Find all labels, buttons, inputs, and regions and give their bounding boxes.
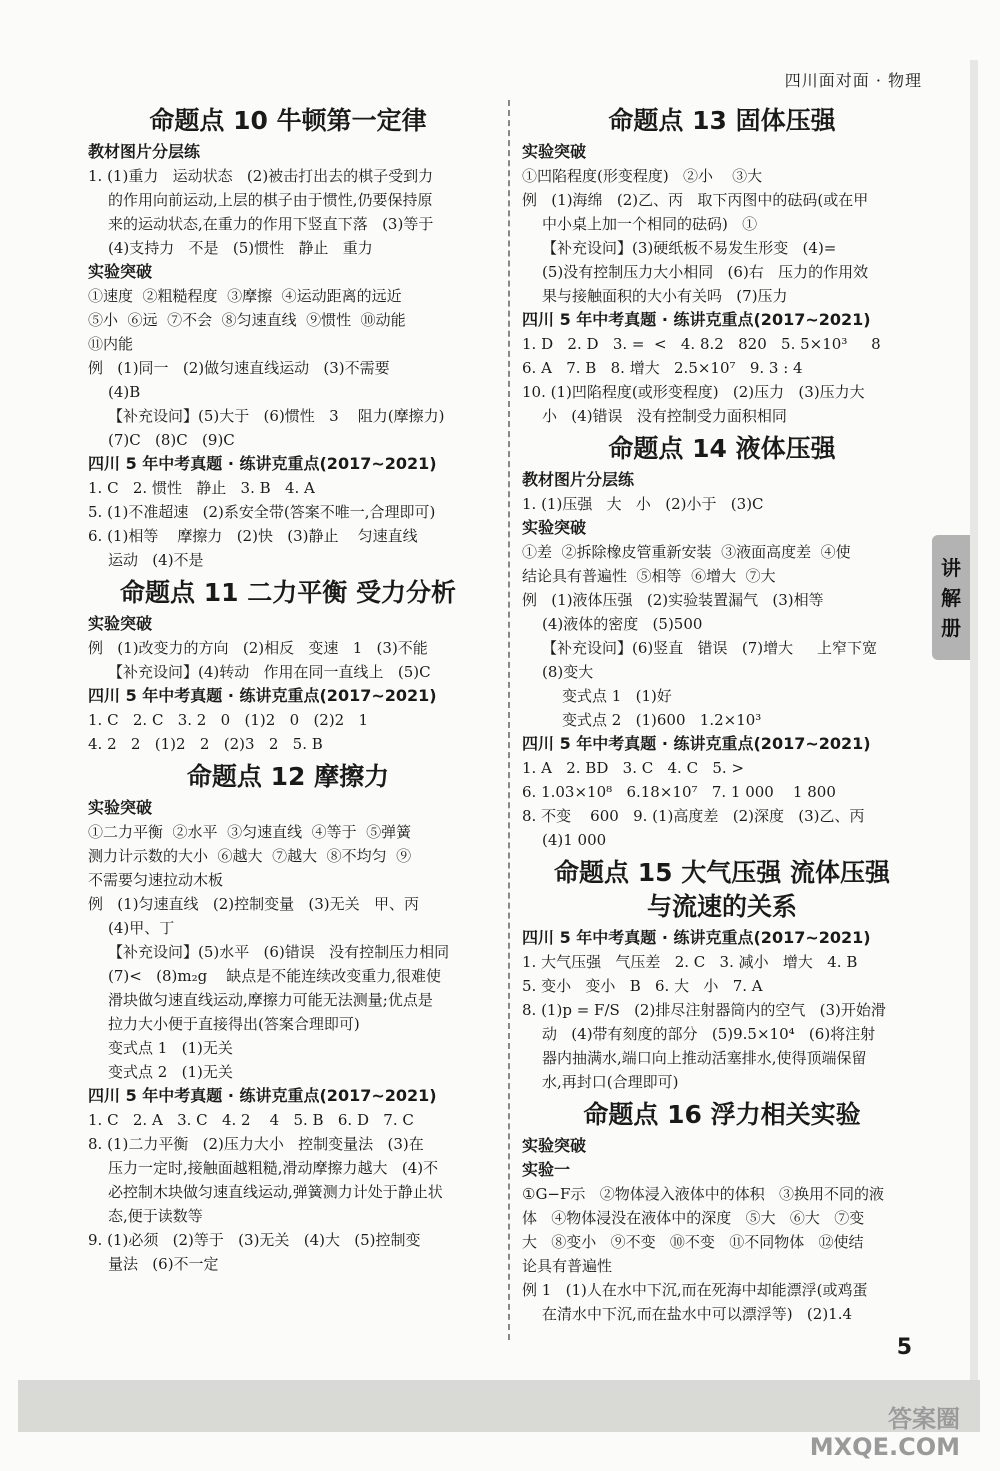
answer-line: 1. A 2. BD 3. C 4. C 5. > <box>522 759 745 777</box>
answer-line: 【补充设问】(5)大于 (6)惯性 3 阻力(摩擦力) <box>108 407 445 425</box>
answer-line: 果与接触面积的大小有关吗 (7)压力 <box>542 287 788 305</box>
section-title <box>522 100 922 140</box>
section-tab <box>932 535 970 660</box>
answer-line: 1. C 2. 惯性 静止 3. B 4. A <box>88 479 315 497</box>
answer-line: 1. D 2. D 3. = < 4. 8.2 820 5. 5×10³ 8 <box>522 335 881 353</box>
subsection-heading: 实验突破 <box>88 262 153 281</box>
answer-line: 动 (4)带有刻度的部分 (5)9.5×10⁴ (6)将注射 <box>542 1025 876 1043</box>
answer-line: 结论具有普遍性 ⑤相等 ⑥增大 ⑦大 <box>522 567 776 585</box>
section-title-text: 命题点 13 固体压强 <box>608 106 836 135</box>
answer-line: 例 1 (1)人在水中下沉,而在死海中却能漂浮(或鸡蛋 <box>522 1281 868 1299</box>
answer-line: 中小桌上加一个相同的砝码) ① <box>542 215 758 233</box>
answer-line: (8)变大 <box>542 663 594 681</box>
section-title <box>522 1094 922 1134</box>
right-column <box>522 100 922 1326</box>
answer-line: 量法 (6)不一定 <box>108 1255 219 1273</box>
answer-line: 1. (1)重力 运动状态 (2)被击打出去的棋子受到力 <box>88 167 434 185</box>
answer-line: 【补充设问】(5)水平 (6)错误 没有控制压力相同 <box>108 943 450 961</box>
answer-line: 例 (1)海绵 (2)乙、丙 取下丙图中的砝码(或在甲 <box>522 191 869 209</box>
answer-line: 例 (1)匀速直线 (2)控制变量 (3)无关 甲、丙 <box>88 895 419 913</box>
section-title-text: 命题点 16 浮力相关实验 <box>583 1100 861 1129</box>
subsection-heading: 实验突破 <box>88 614 153 633</box>
answer-line: 1. C 2. A 3. C 4. 2 4 5. B 6. D 7. C <box>88 1111 414 1129</box>
answer-line: 拉力大小便于直接得出(答案合理即可) <box>108 1015 360 1033</box>
section-tab-char: 讲 <box>941 555 961 580</box>
answer-line: 1. 大气压强 气压差 2. C 3. 减小 增大 4. B <box>522 953 858 971</box>
subsection-heading: 四川 5 年中考真题 · 练讲克重点(2017~2021) <box>88 1086 437 1105</box>
answer-line: 8. 不变 600 9. (1)高度差 (2)深度 (3)乙、丙 <box>522 807 865 825</box>
column-divider <box>508 100 510 1340</box>
answer-line: 【补充设问】(3)硬纸板不易发生形变 (4)= <box>542 239 837 257</box>
page-number: 5 <box>896 1335 912 1360</box>
answer-line: 例 (1)同一 (2)做匀速直线运动 (3)不需要 <box>88 359 390 377</box>
answer-line: 【补充设问】(6)竖直 错误 (7)增大 上窄下宽 <box>542 639 877 657</box>
subsection-heading: 教材图片分层练 <box>88 142 201 161</box>
answer-line: 6. A 7. B 8. 增大 2.5×10⁷ 9. 3 : 4 <box>522 359 803 377</box>
answer-line: 器内抽满水,端口向上推动活塞排水,使得顶端保留 <box>542 1049 867 1067</box>
answer-line: 10. (1)凹陷程度(或形变程度) (2)压力 (3)压力大 <box>522 383 865 401</box>
section-title-text: 命题点 15 大气压强 流体压强 <box>554 858 890 887</box>
section-title <box>88 572 488 612</box>
answer-line: 运动 (4)不是 <box>108 551 204 569</box>
section-title-text: 命题点 12 摩擦力 <box>186 762 390 791</box>
answer-line: 变式点 2 (1)无关 <box>108 1063 233 1081</box>
answer-line: 【补充设问】(4)转动 作用在同一直线上 (5)C <box>108 663 431 681</box>
answer-line: 8. (1)p = F/S (2)排尽注射器筒内的空气 (3)开始滑 <box>522 1001 886 1019</box>
answer-line: 变式点 2 (1)600 1.2×10³ <box>562 711 762 729</box>
answer-line: ①速度 ②粗糙程度 ③摩擦 ④运动距离的远近 <box>88 287 402 305</box>
answer-line: 态,便于读数等 <box>108 1207 203 1225</box>
subsection-heading: 四川 5 年中考真题 · 练讲克重点(2017~2021) <box>88 454 437 473</box>
answer-line: ⑤小 ⑥远 ⑦不会 ⑧匀速直线 ⑨惯性 ⑩动能 <box>88 311 406 329</box>
subsection-heading: 实验一 <box>522 1160 571 1179</box>
answer-line: 水,再封口(合理即可) <box>542 1073 679 1091</box>
answer-line: ⑪内能 <box>88 335 134 353</box>
answer-line: 测力计示数的大小 ⑥越大 ⑦越大 ⑧不均匀 ⑨ <box>88 847 412 865</box>
left-column <box>88 100 488 1276</box>
answer-line: 5. 变小 变小 B 6. 大 小 7. A <box>522 977 763 995</box>
answer-line: 滑块做匀速直线运动,摩擦力可能无法测量;优点是 <box>108 991 433 1009</box>
answer-line: 必控制木块做匀速直线运动,弹簧测力计处于静止状 <box>108 1183 443 1201</box>
answer-line: (4)B <box>108 383 141 401</box>
answer-line: (7)C (8)C (9)C <box>108 431 235 449</box>
answer-line: 的作用向前运动,上层的棋子由于惯性,仍要保持原 <box>108 191 433 209</box>
answer-line: 来的运动状态,在重力的作用下竖直下落 (3)等于 <box>108 215 434 233</box>
answer-line: 例 (1)改变力的方向 (2)相反 变速 1 (3)不能 <box>88 639 428 657</box>
watermark-url: MXQE.COM <box>809 1433 960 1461</box>
answer-line: 9. (1)必须 (2)等于 (3)无关 (4)大 (5)控制变 <box>88 1231 421 1249</box>
answer-line: (4)甲、丁 <box>108 919 175 937</box>
running-head: 四川面对面 · 物理 <box>784 71 922 90</box>
watermark-logo: 答案圈 <box>888 1405 960 1433</box>
answer-line: ①凹陷程度(形变程度) ②小 ③大 <box>522 167 763 185</box>
answer-line: 压力一定时,接触面越粗糙,滑动摩擦力越大 (4)不 <box>108 1159 439 1177</box>
section-title <box>88 100 488 140</box>
section-title <box>522 428 922 468</box>
section-title <box>88 756 488 796</box>
page-edge-bar <box>970 60 978 1380</box>
answer-line: 变式点 1 (1)无关 <box>108 1039 233 1057</box>
section-title-text: 命题点 11 二力平衡 受力分析 <box>120 578 456 607</box>
section-tab-char: 解 <box>941 585 961 610</box>
answer-line: 体 ④物体浸没在液体中的深度 ⑤大 ⑥大 ⑦变 <box>522 1209 865 1227</box>
answer-line: 5. (1)不准超速 (2)系安全带(答案不唯一,合理即可) <box>88 503 436 521</box>
answer-line: 论具有普遍性 <box>522 1257 613 1275</box>
subsection-heading: 实验突破 <box>88 798 153 817</box>
answer-line: ①二力平衡 ②水平 ③匀速直线 ④等于 ⑤弹簧 <box>88 823 412 841</box>
answer-line: 大 ⑧变小 ⑨不变 ⑩不变 ⑪不同物体 ⑫使结 <box>522 1233 864 1251</box>
answer-line: 小 (4)错误 没有控制受力面积相同 <box>542 407 787 425</box>
answer-line: (4)1 000 <box>542 831 607 849</box>
subsection-heading: 四川 5 年中考真题 · 练讲克重点(2017~2021) <box>522 734 871 753</box>
section-title-text: 命题点 14 液体压强 <box>608 434 836 463</box>
answer-line: (4)支持力 不是 (5)惯性 静止 重力 <box>108 239 373 257</box>
answer-line: 6. 1.03×10⁸ 6.18×10⁷ 7. 1 000 1 800 <box>522 783 836 801</box>
subsection-heading: 实验突破 <box>522 1136 587 1155</box>
subsection-heading: 教材图片分层练 <box>522 470 635 489</box>
answer-line: (5)没有控制压力大小相同 (6)右 压力的作用效 <box>542 263 869 281</box>
answer-line: (7)< (8)m₂g 缺点是不能连续改变重力,很难使 <box>108 967 442 985</box>
answer-line: 1. C 2. C 3. 2 0 (1)2 0 (2)2 1 <box>88 711 369 729</box>
subsection-heading: 四川 5 年中考真题 · 练讲克重点(2017~2021) <box>88 686 437 705</box>
subsection-heading: 四川 5 年中考真题 · 练讲克重点(2017~2021) <box>522 928 871 947</box>
watermark <box>810 1405 960 1461</box>
answer-line: 8. (1)二力平衡 (2)压力大小 控制变量法 (3)在 <box>88 1135 424 1153</box>
subsection-heading: 四川 5 年中考真题 · 练讲克重点(2017~2021) <box>522 310 871 329</box>
answer-line: ①G−F示 ②物体浸入液体中的体积 ③换用不同的液 <box>522 1185 885 1203</box>
answer-line: ①差 ②拆除橡皮管重新安装 ③液面高度差 ④使 <box>522 543 851 561</box>
answer-line: 6. (1)相等 摩擦力 (2)快 (3)静止 匀速直线 <box>88 527 418 545</box>
answer-line: 不需要匀速拉动木板 <box>88 871 224 889</box>
section-title-text: 命题点 10 牛顿第一定律 <box>149 106 427 135</box>
answer-line: 4. 2 2 (1)2 2 (2)3 2 5. B <box>88 735 323 753</box>
subsection-heading: 实验突破 <box>522 518 587 537</box>
section-title <box>522 852 922 926</box>
answer-line: 1. (1)压强 大 小 (2)小于 (3)C <box>522 495 764 513</box>
section-tab-char: 册 <box>941 615 961 640</box>
answer-line: 在清水中下沉,而在盐水中可以漂浮等) (2)1.4 <box>542 1305 853 1323</box>
section-title-text: 与流速的关系 <box>646 892 797 921</box>
subsection-heading: 实验突破 <box>522 142 587 161</box>
answer-line: (4)液体的密度 (5)500 <box>542 615 703 633</box>
answer-line: 变式点 1 (1)好 <box>562 687 672 705</box>
answer-line: 例 (1)液体压强 (2)实验装置漏气 (3)相等 <box>522 591 824 609</box>
